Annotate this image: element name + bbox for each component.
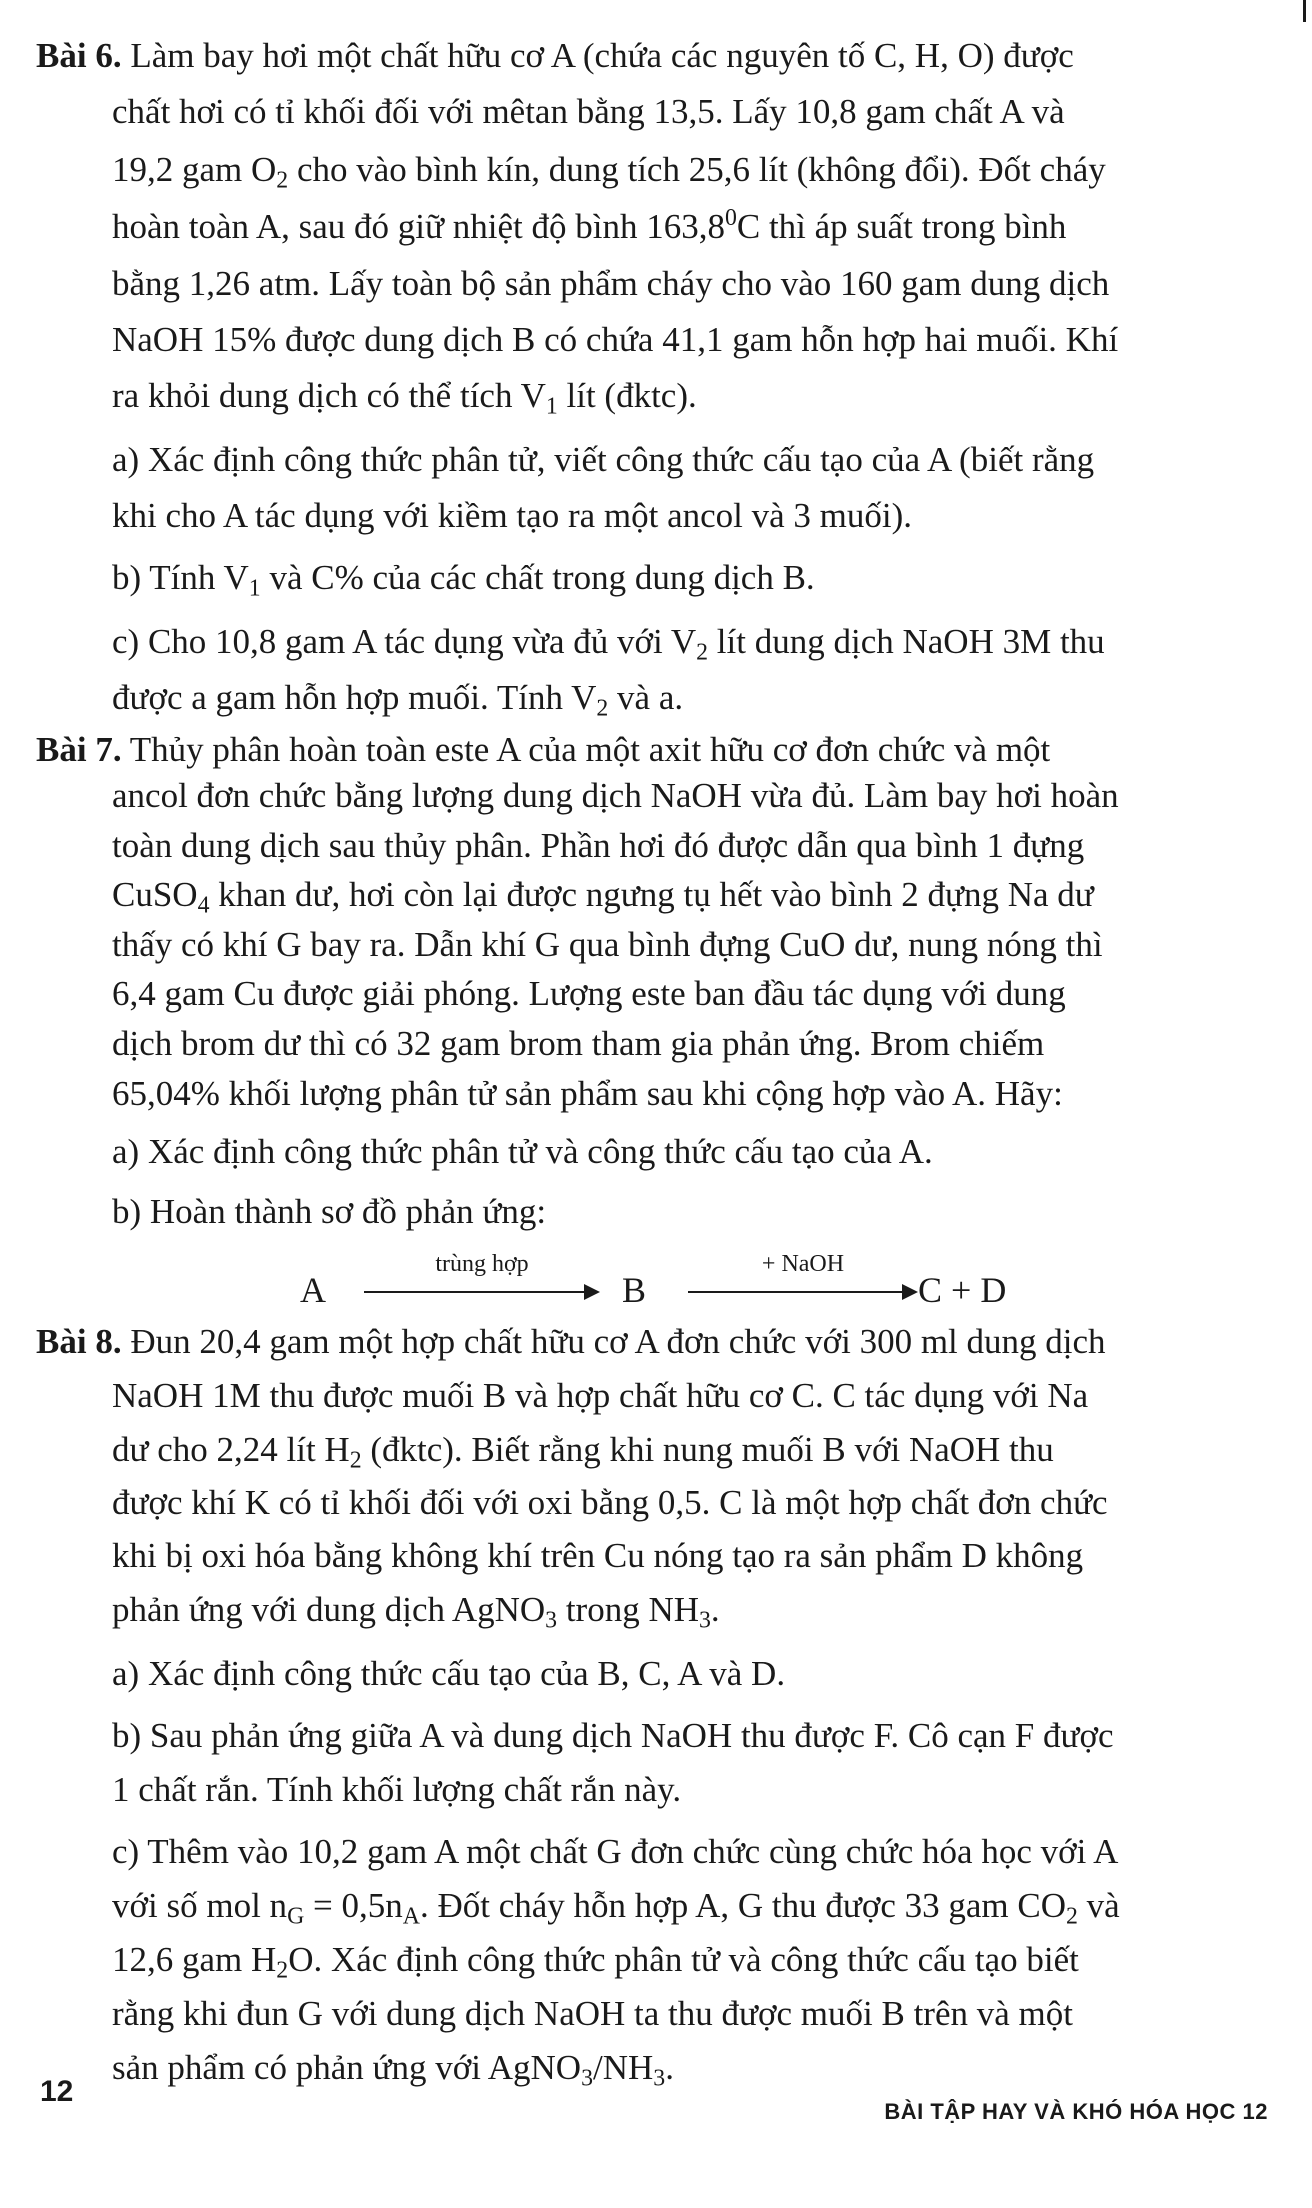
bai7-part-b: b) Hoàn thành sơ đồ phản ứng: — [112, 1192, 547, 1231]
bai6-part-a-line-1: a) Xác định công thức phân tử, viết công thức cấu tạo của A (biết rằng — [112, 440, 1095, 479]
arrow-naoh — [688, 1250, 918, 1310]
bai8-line-5: khi bị oxi hóa bằng không khí trên Cu nóng tạo ra sản phẩm D không — [112, 1536, 1084, 1575]
bai6-line-3: 19,2 gam $O_2$ cho vào bình kín, dung tích 25,6 lít (không đổi). Đốt cháy — [112, 150, 1106, 194]
bai6-part-b: b) Tính $V_1$ và C% của các chất trong dung dịch B. — [112, 558, 815, 602]
bai6-line-6: NaOH 15% được dung dịch B có chứa 41,1 gam hỗn hợp hai muối. Khí — [112, 320, 1119, 359]
bai6-part-c-line-1: c) Cho 10,8 gam A tác dụng vừa đủ với $V_2$ lít dung dịch NaOH 3M thu — [112, 622, 1105, 666]
bai8-part-a: a) Xác định công thức cấu tạo của B, C, A và D. — [112, 1654, 786, 1693]
bai6-line-7: ra khỏi dung dịch có thể tích $V_1$ lít (đktc). — [112, 376, 697, 420]
arrow-naoh-label: + NaOH — [761, 1251, 845, 1277]
bai7-line-4: CuSO$_4$ khan dư, hơi còn lại được ngưng tụ hết vào bình 2 đựng Na dư — [112, 875, 1094, 919]
bai8-part-c-line-4: rằng khi đun G với dung dịch NaOH ta thu được muối B trên và một — [112, 1994, 1073, 2033]
bai7-line-3: toàn dung dịch sau thủy phân. Phần hơi đó được dẫn qua bình 1 đựng — [112, 826, 1085, 865]
bai7-part-a: a) Xác định công thức phân tử và công thức cấu tạo của A. — [112, 1132, 933, 1171]
bai8-line-3: dư cho 2,24 lít $H_2$ (đktc). Biết rằng khi nung muối B với NaOH thu — [112, 1430, 1054, 1474]
bai8-label: Bài 8. — [36, 1322, 122, 1361]
bai6-line-5: bằng 1,26 atm. Lấy toàn bộ sản phẩm cháy cho vào 160 gam dung dịch — [112, 264, 1110, 303]
bai7-line-8: 65,04% khối lượng phân tử sản phẩm sau khi cộng hợp vào A. Hãy: — [112, 1074, 1063, 1113]
arrow-trung-hop — [364, 1250, 600, 1310]
page-edge-mark — [1303, 0, 1306, 22]
arrow-trung-hop-label: trùng hợp — [435, 1251, 529, 1277]
bai6-line-4: hoàn toàn A, sau đó giữ nhiệt độ bình 163,8$^0$C thì áp suất trong bình — [112, 204, 1067, 246]
bai8-part-c-line-1: c) Thêm vào 10,2 gam A một chất G đơn chức cùng chức hóa học với A — [112, 1832, 1119, 1871]
bai8-line-1: Bài 8. Đun 20,4 gam một hợp chất hữu cơ A đơn chức với 300 ml dung dịch — [36, 1322, 1106, 1361]
bai7-line-5: thấy có khí G bay ra. Dẫn khí G qua bình đựng CuO dư, nung nóng thì — [112, 925, 1103, 964]
bai6-line-2: chất hơi có tỉ khối đối với mêtan bằng 13,5. Lấy 10,8 gam chất A và — [112, 92, 1065, 131]
reaction-scheme — [300, 1250, 1060, 1310]
running-footer: BÀI TẬP HAY VÀ KHÓ HÓA HỌC 12 — [884, 2099, 1268, 2124]
bai8-part-b-line-1: b) Sau phản ứng giữa A và dung dịch NaOH thu được F. Cô cạn F được — [112, 1716, 1114, 1755]
scheme-b: B — [622, 1270, 647, 1310]
scheme-c-d: C + D — [918, 1270, 1007, 1310]
bai7-line-7: dịch brom dư thì có 32 gam brom tham gia phản ứng. Brom chiếm — [112, 1024, 1045, 1063]
scheme-a: A — [300, 1270, 326, 1310]
bai8-part-b-line-2: 1 chất rắn. Tính khối lượng chất rắn này. — [112, 1770, 682, 1809]
bai8-line-2: NaOH 1M thu được muối B và hợp chất hữu cơ C. C tác dụng với Na — [112, 1376, 1089, 1415]
page-number: 12 — [40, 2075, 74, 2108]
bai7-line-1: Bài 7. Thủy phân hoàn toàn este A của một axit hữu cơ đơn chức và một — [36, 730, 1051, 769]
bai8-line-4: được khí K có tỉ khối đối với oxi bằng 0,5. C là một hợp chất đơn chức — [112, 1483, 1108, 1522]
bai7-line-6: 6,4 gam Cu được giải phóng. Lượng este ban đầu tác dụng với dung — [112, 974, 1066, 1013]
bai6-part-a-line-2: khi cho A tác dụng với kiềm tạo ra một ancol và 3 muối). — [112, 496, 913, 535]
bai8-part-c-line-5: sản phẩm có phản ứng với $AgNO_3/NH_3$. — [112, 2048, 674, 2092]
bai8-line-6: phản ứng với dung dịch AgNO$_3$ trong $NH_3$. — [112, 1590, 720, 1634]
bai6-line-1: Bài 6. Làm bay hơi một chất hữu cơ A (chứa các nguyên tố C, H, O) được — [36, 36, 1074, 75]
bai8-part-c-line-2: với số mol $n_G = 0,5n_A$. Đốt cháy hỗn hợp A, G thu được 33 gam $CO_2$ và — [112, 1886, 1120, 1930]
bai6-part-c-line-2: được a gam hỗn hợp muối. Tính $V_2$ và a. — [112, 678, 684, 722]
bai7-label: Bài 7. — [36, 730, 122, 769]
bai6-label: Bài 6. — [36, 36, 122, 75]
bai8-part-c-line-3: 12,6 gam $H_2O$. Xác định công thức phân tử và công thức cấu tạo biết — [112, 1940, 1079, 1984]
bai7-line-2: ancol đơn chức bằng lượng dung dịch NaOH vừa đủ. Làm bay hơi hoàn — [112, 776, 1119, 815]
